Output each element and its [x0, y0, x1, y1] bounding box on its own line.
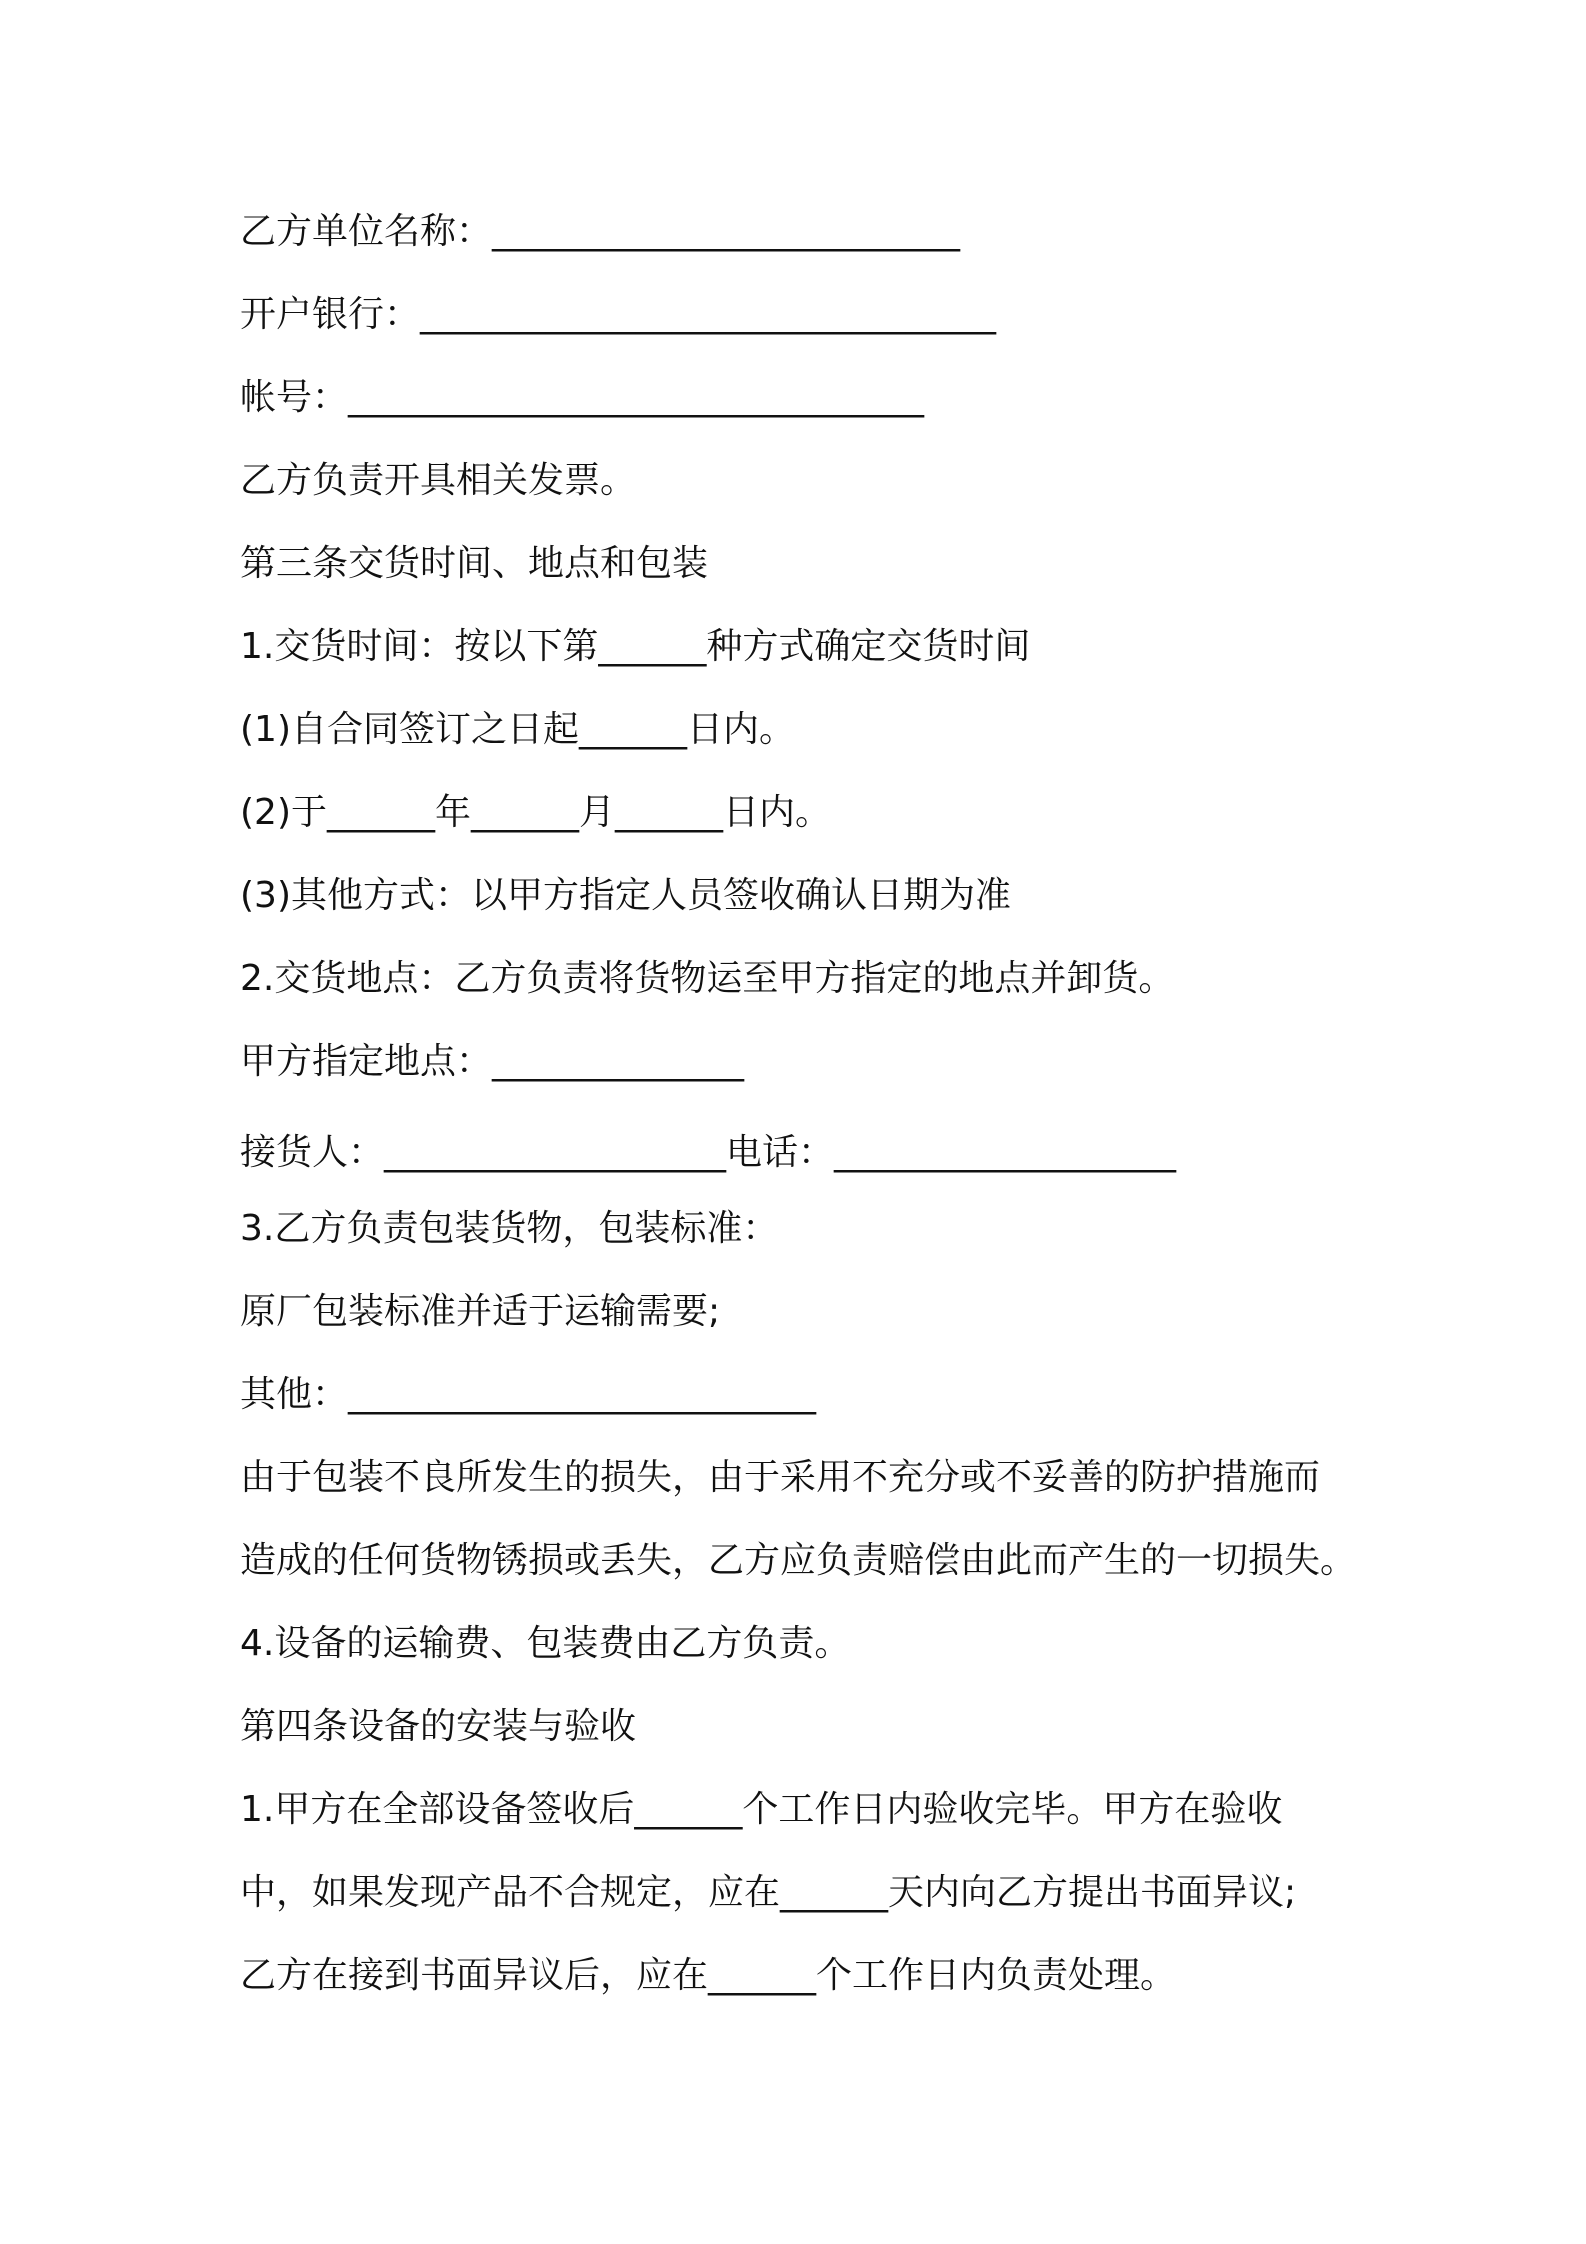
article-3-heading: 第三条交货时间、地点和包装 — [240, 543, 709, 584]
account-line: 帐号：________________________________ — [240, 377, 925, 418]
bank-line: 开户银行：________________________________ — [240, 294, 997, 335]
acceptance-line-3: 乙方在接到书面异议后，应在______个工作日内负责处理。 — [240, 1955, 1177, 1996]
delivery-option-1: (1)自合同签订之日起______日内。 — [240, 709, 795, 750]
damage-clause-line-2: 造成的任何货物锈损或丢失，乙方应负责赔偿由此而产生的一切损失。 — [240, 1540, 1357, 1581]
delivery-option-2: (2)于______年______月______日内。 — [240, 792, 831, 833]
damage-clause-line-1: 由于包装不良所发生的损失，由于采用不充分或不妥善的防护措施而 — [240, 1457, 1321, 1498]
invoice-line: 乙方负责开具相关发票。 — [240, 460, 637, 501]
designated-location-line: 甲方指定地点：______________ — [240, 1041, 745, 1082]
freight-cost-line: 4.设备的运输费、包装费由乙方负责。 — [240, 1623, 851, 1664]
acceptance-line-2: 中，如果发现产品不合规定，应在______天内向乙方提出书面异议; — [240, 1872, 1297, 1913]
delivery-option-3: (3)其他方式：以甲方指定人员签收确认日期为准 — [240, 875, 1011, 916]
packaging-other-line: 其他：__________________________ — [240, 1374, 817, 1415]
delivery-time-line: 1.交货时间：按以下第______种方式确定交货时间 — [240, 626, 1031, 667]
delivery-location-line: 2.交货地点：乙方负责将货物运至甲方指定的地点并卸货。 — [240, 958, 1175, 999]
packaging-standard-line: 原厂包装标准并适于运输需要; — [240, 1291, 721, 1332]
acceptance-line-1: 1.甲方在全部设备签收后______个工作日内验收完毕。甲方在验收 — [240, 1789, 1283, 1830]
receiver-phone-line: 接货人：___________________电话：___________________ — [240, 1132, 1177, 1173]
packaging-line: 3.乙方负责包装货物，包装标准： — [240, 1208, 779, 1249]
party-b-name-line: 乙方单位名称：__________________________ — [240, 211, 961, 252]
article-4-heading: 第四条设备的安装与验收 — [240, 1706, 637, 1747]
